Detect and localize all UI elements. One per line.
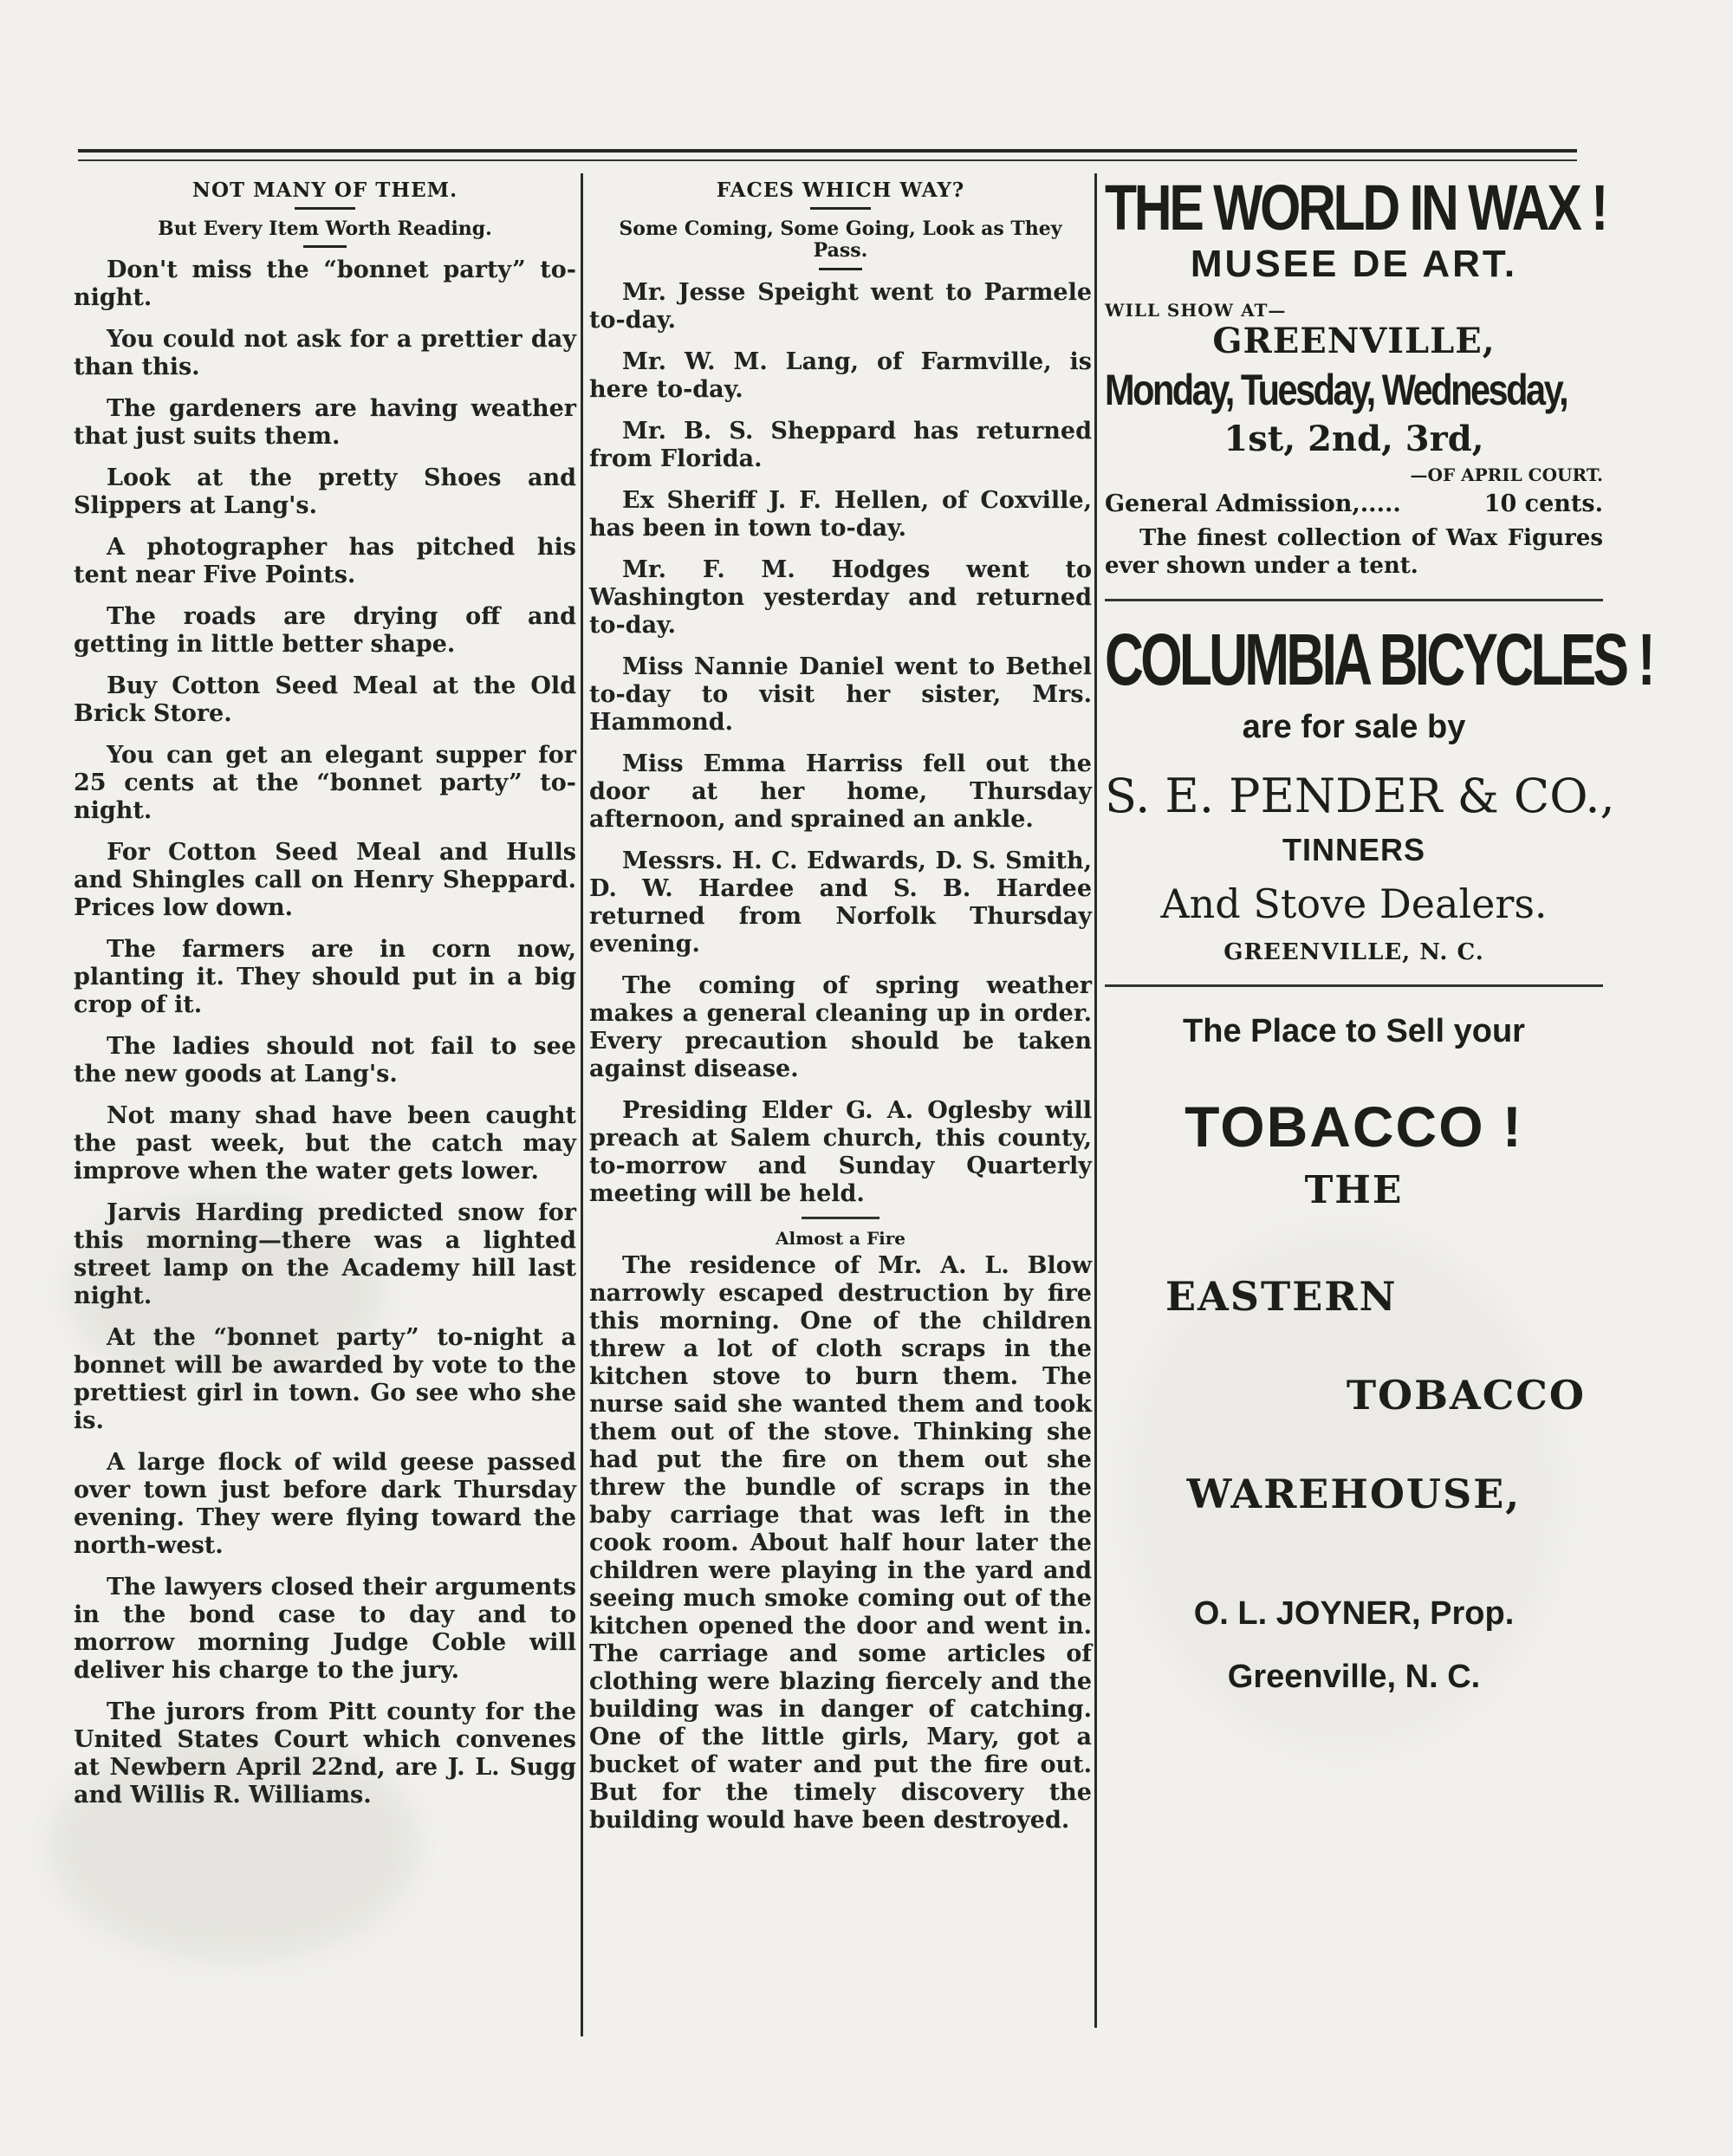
ad-text: TINNERS [1282,832,1425,867]
ad-divider [1105,599,1603,601]
column-heading: NOT MANY OF THEM. [191,179,458,202]
column-personals [589,173,1092,1835]
ad-headline: TOBACCO ! [1185,1094,1523,1159]
news-item: You could not ask for a prettier day than this. [74,326,576,381]
ad-text: WILL SHOW AT— [1105,300,1287,321]
column-subheading: But Every Item Worth Reading. [158,218,492,240]
personal-item: Miss Nannie Daniel went to Bethel to-day to visit her sister, Mrs. Hammond. [589,653,1092,736]
ad-text: WAREHOUSE, [1186,1471,1522,1517]
personal-item: Messrs. H. C. Edwards, D. S. Smith, D. W. Hardee and S. B. Hardee returned from Norfolk Thursday evening. [589,847,1092,958]
ad-text: THE [1304,1168,1404,1212]
news-item: Not many shad have been caught the past week, but the catch may improve when the water gets lower. [74,1102,576,1185]
ad-firm-name: S. E. PENDER & CO., [1105,769,1615,823]
ad-headline: COLUMBIA BICYCLES ! [1105,619,1652,700]
column-divider [581,173,583,2036]
news-item: The farmers are in corn now, planting it. They should put in a big crop of it. [74,936,576,1019]
ad-text: And Stove Dealers. [1160,880,1548,927]
ad-text: —OF APRIL COURT. [1410,464,1603,485]
news-item: A large flock of wild geese passed over town just before dark Thursday evening. They were flying toward the north-west. [74,1449,576,1560]
news-item: At the “bonnet party” to-night a bonnet will be awarded by vote to the prettiest girl in town. Go see who she is. [74,1324,576,1435]
news-item: The gardeners are having weather that just suits them. [74,395,576,451]
admission-price: 10 cents. [1483,490,1603,517]
bicycles-ad [1105,619,1652,965]
ad-text: are for sale by [1242,709,1466,745]
top-rule [78,149,1577,153]
heading-dash [303,245,347,248]
news-item: The roads are drying off and getting in little better shape. [74,603,576,659]
news-item: Don't miss the “bonnet party” to-night. [74,257,576,312]
ad-text: EASTERN [1165,1273,1398,1320]
personal-item: Presiding Elder G. A. Oglesby will preach at Salem church, this county, to-morrow and Sunday Quarterly meeting will be held. [589,1096,1092,1207]
wax-museum-ad [1105,172,1606,580]
top-rule-thin [78,159,1577,161]
ad-headline: THE WORLD IN WAX ! [1105,172,1606,244]
heading-dash [295,207,355,210]
column-divider [1094,173,1097,2028]
personal-item: Miss Emma Harriss fell out the door at her home, Thursday afternoon, and sprained an ankle. [589,750,1092,833]
ad-days: Monday, Tuesday, Wednesday, [1105,366,1567,414]
admission-label: General Admission,..... [1105,490,1401,517]
fire-story: The residence of Mr. A. L. Blow narrowly escaped destruction by fire this morning. One of the children threw a lot of cloth scraps in the kitchen stove to burn them. The nurse said she wanted them and took them out of the stove. Thinking she had put the fire on them out she threw the bundle of scraps in the baby carriage that was left in the cook room. About half hour later the children were playing in the yard and seeing much smoke coming out of the kitchen opened the door and went in. The carriage and some articles of clothing were blazing fiercely and the building was in danger of catching. One of the little girls, Mary, got a bucket of water and put the fire out. But for the timely discovery the building would have been destroyed. [589,1251,1092,1834]
ad-proprietor: O. L. JOYNER, Prop. [1193,1595,1515,1632]
news-item: Jarvis Harding predicted snow for this morning—there was a lighted street lamp on the Academy hill last night. [74,1199,576,1310]
column-advertisements [1105,172,1652,1696]
news-item: The ladies should not fail to see the new goods at Lang's. [74,1033,576,1088]
personal-item: Mr. Jesse Speight went to Parmele to-day. [589,278,1092,334]
ad-city: GREENVILLE, [1212,321,1496,361]
ad-text: TOBACCO [1346,1372,1586,1419]
personal-item: The coming of spring weather makes a general cleaning up in order. Every precaution should be taken against disease. [589,971,1092,1082]
story-rule [802,1217,879,1219]
news-item: The lawyers closed their arguments in the bond case to day and to morrow morning Judge Coble will deliver his charge to the jury. [74,1574,576,1685]
ad-text: The finest collection of Wax Figures ever shown under a tent. [1105,525,1603,579]
column-heading: FACES WHICH WAY? [716,179,965,202]
news-item: Buy Cotton Seed Meal at the Old Brick Store. [74,672,576,728]
ad-admission [1105,490,1603,517]
ad-subtitle: MUSEE DE ART. [1190,243,1518,285]
heading-dash [810,207,871,210]
tobacco-warehouse-ad [1105,1013,1603,1696]
news-item: For Cotton Seed Meal and Hulls and Shingles call on Henry Sheppard. Prices low down. [74,839,576,922]
column-local-news [74,173,576,1818]
news-item: Look at the pretty Shoes and Slippers at Lang's. [74,464,576,520]
personal-item: Mr. W. M. Lang, of Farmville, is here to-day. [589,347,1092,403]
ad-divider [1105,984,1603,987]
news-item: A photographer has pitched his tent near Five Points. [74,534,576,589]
story-heading: Almost a Fire [775,1227,906,1249]
ad-city: Greenville, N. C. [1227,1659,1481,1695]
ad-headline: The Place to Sell your [1183,1013,1525,1049]
personal-item: Mr. B. S. Sheppard has returned from Florida. [589,417,1092,472]
news-item: You can get an elegant supper for 25 cents at the “bonnet party” to-night. [74,742,576,825]
personal-item: Ex Sheriff J. F. Hellen, of Coxville, has been in town to-day. [589,486,1092,542]
column-subheading: Some Coming, Some Going, Look as They Pass. [619,218,1062,263]
ad-dates: 1st, 2nd, 3rd, [1223,419,1484,459]
personal-item: Mr. F. M. Hodges went to Washington yesterday and returned to-day. [589,555,1092,639]
ad-city: GREENVILLE, N. C. [1223,939,1484,965]
news-item: The jurors from Pitt county for the United States Court which convenes at Newbern April 22nd, are J. L. Sugg and Willis R. Williams. [74,1698,576,1809]
heading-dash [819,268,862,270]
